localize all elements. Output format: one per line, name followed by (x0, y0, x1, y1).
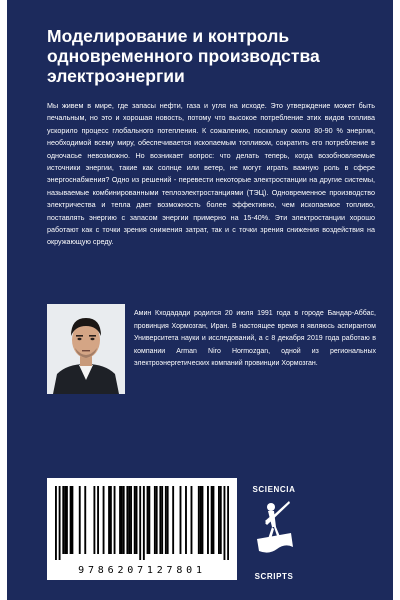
barcode-bar (121, 486, 123, 554)
barcode-bar (154, 486, 156, 554)
barcode-bar (119, 486, 121, 554)
barcode-bar (130, 486, 132, 554)
isbn-barcode (47, 478, 237, 580)
barcode-bar (198, 486, 200, 554)
barcode-bar (123, 486, 125, 554)
barcode-bar (79, 486, 81, 554)
barcode-bar (139, 486, 141, 560)
isbn-digits: 9786207127801 (78, 565, 206, 576)
barcode-bar (70, 486, 72, 554)
barcode-bar (218, 486, 220, 554)
barcode-bar (143, 486, 145, 560)
publisher-name-top: SCIENCIA (252, 485, 296, 494)
author-bio: Амин Кходадади родился 20 июля 1991 года в городе Бандар-Аббас, провинция Хормозган, Иран. В настоящее время я являюсь аспирантом Университета науки и исследований, а с 8 декабря 2019 года работаю в компании Arman Niro Hormozgan, одной из региональных электроэнергетических компаний провинции Хормозган. (134, 310, 376, 368)
barcode-bar (59, 486, 61, 560)
barcode-bar (224, 486, 226, 560)
barcode-bar (97, 486, 99, 554)
barcode-bar (128, 486, 130, 554)
barcode-bar (148, 486, 150, 554)
barcode-bar (213, 486, 215, 554)
barcode-bar (172, 486, 174, 554)
barcode-bar (159, 486, 161, 554)
barcode-bar (84, 486, 86, 554)
title-line: электроэнергии (47, 66, 185, 86)
barcode-bar (114, 486, 116, 554)
barcode-bar (93, 486, 95, 554)
barcode-bar (103, 486, 105, 554)
barcode-bar (161, 486, 163, 554)
barcode-bars (55, 486, 229, 560)
title-line: Моделирование и контроль (47, 26, 290, 46)
barcode-bar (165, 486, 167, 554)
barcode-bar (147, 486, 149, 554)
barcode-bar (202, 486, 204, 554)
barcode-bar (55, 486, 57, 560)
publisher-logo (245, 485, 303, 581)
barcode-bar (156, 486, 158, 554)
title-line: одновременного производства (47, 46, 320, 66)
book-description: Мы живем в мире, где запасы нефти, газа и угля на исходе. Это утверждение может быть печальным, но это и хорошая новость, потому что высокое потребление этих видов топлива ускорило процесс глобального потепления. К сожалению, поскольку около 80-90 % энергии, необходимой всему миру, обеспечивается ископаемым топливом, сократить его потребление в одночасье невозможно. Но возникает вопрос: что делать теперь, когда возобновляемые источники энергии, такие как солнце или ветер, не могут играть важную роль в сфере энергоснабжения? Одно из решений - перевести некоторые электростанции на другие системы, называемые комбинированными теплоэлектростанциями (ТЭЦ). Одновременное производство электричества и тепла дает возможность более эффективно, чем ископаемое топливо, поставлять энергию с запасом энергии примерно на 15-40%. Эти электростанции хорошо работают как с точки зрения снижения затрат, так и с точки зрения снижения воздействия на окружающую среду. (47, 101, 375, 247)
barcode-bar (211, 486, 213, 554)
man-with-pen-on-scroll-icon (251, 499, 297, 563)
barcode-bar (62, 486, 64, 554)
barcode-bar (64, 486, 66, 554)
barcode-bar (126, 486, 128, 554)
barcode-bar (191, 486, 193, 554)
publisher-name-bottom: SCRIPTS (254, 572, 294, 581)
barcode-bar (227, 486, 229, 560)
barcode-bar (71, 486, 73, 554)
barcode-bar (207, 486, 209, 554)
barcode-bar (136, 486, 138, 554)
author-photo (47, 304, 125, 394)
barcode-bar (66, 486, 68, 554)
barcode-bar (167, 486, 169, 554)
barcode-bar (185, 486, 187, 554)
barcode-bar (110, 486, 112, 554)
barcode-bar (200, 486, 202, 554)
book-title (47, 26, 377, 86)
barcode-bar (108, 486, 110, 554)
back-cover (7, 0, 393, 600)
barcode-bar (134, 486, 136, 554)
barcode-bar (180, 486, 182, 554)
barcode-bar (220, 486, 222, 554)
